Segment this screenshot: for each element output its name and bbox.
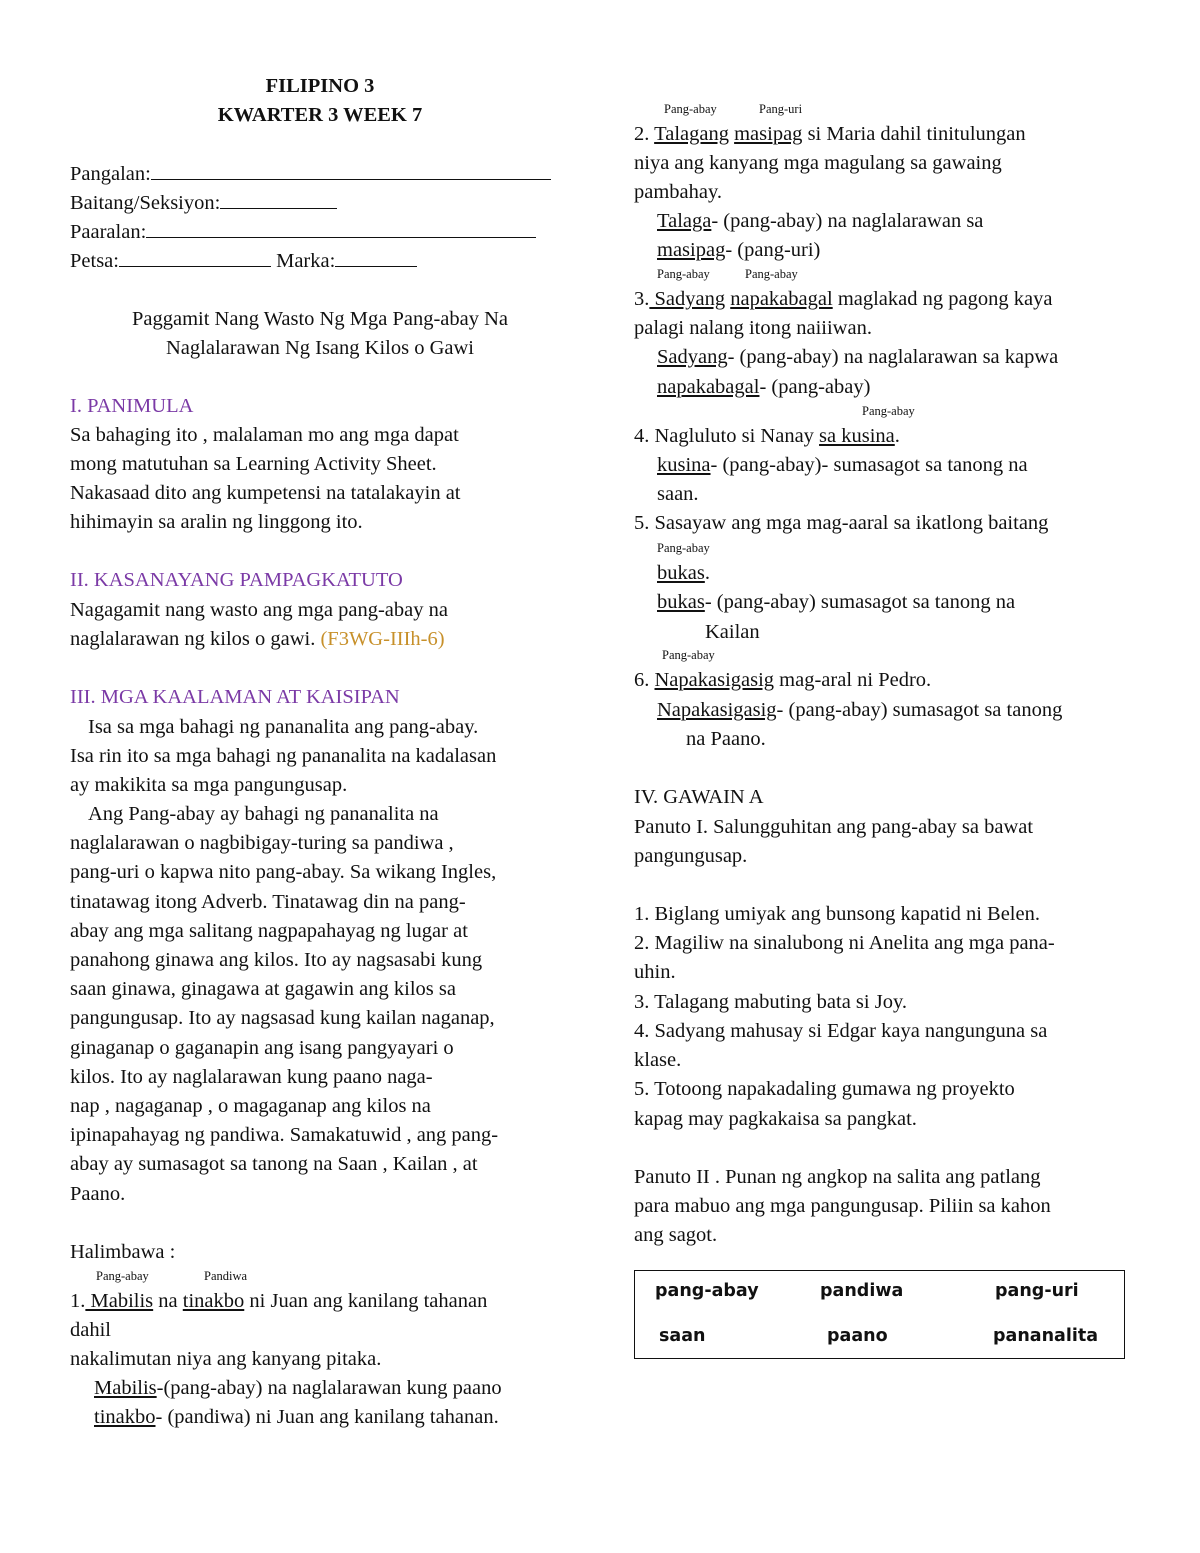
- example2-word-adverb: Talagang: [654, 123, 729, 145]
- example4-end: .: [894, 425, 900, 447]
- section-heading-panimula: I. PANIMULA: [70, 395, 194, 417]
- kaalaman-line: naglalarawan o nagbibigay-turing sa pandiwa ,: [70, 832, 454, 854]
- word-choice: saan: [659, 1326, 706, 1346]
- panuto2-line: para mabuo ang mga pangungusap. Piliin sa kahon: [634, 1195, 1051, 1217]
- example1-continuation: dahil: [70, 1319, 111, 1341]
- exercise-item: uhin.: [634, 961, 676, 983]
- example5-continuation: Kailan: [705, 621, 760, 643]
- example5-explained-word: bukas: [657, 591, 705, 613]
- section-heading-kasanayan: II. KASANAYANG PAMPAGKATUTO: [70, 569, 403, 591]
- example6-text: mag-aral ni Pedro.: [774, 669, 932, 691]
- example1-explanation-text: -(pang-abay) na naglalarawan kung paano: [156, 1377, 502, 1399]
- example1-number: 1.: [70, 1290, 86, 1312]
- example3-sentence: [634, 285, 1052, 314]
- example2-explanation: [657, 236, 820, 265]
- example4-text: 4. Nagluluto si Nanay: [634, 425, 820, 447]
- example3-explanation: [657, 343, 1058, 372]
- subject-title: FILIPINO 3: [265, 75, 375, 97]
- panuto1-line: pangungusap.: [634, 845, 748, 867]
- kaalaman-line: tinatawag itong Adverb. Tinatawag din na pang-: [70, 891, 466, 913]
- word-choice: pang-abay: [655, 1281, 759, 1301]
- example2-explanation-text: - (pang-abay) na naglalarawan sa: [711, 210, 984, 232]
- example4-explanation: [657, 451, 1028, 480]
- example4-sentence: [634, 422, 900, 451]
- date-blank[interactable]: [119, 248, 271, 267]
- exercise-item: 3. Talagang mabuting bata si Joy.: [634, 991, 907, 1013]
- exercise-item: klase.: [634, 1049, 682, 1071]
- lesson-title-line1: Paggamit Nang Wasto Ng Mga Pang-abay Na: [131, 308, 508, 330]
- grade-section-label: Baitang/Seksiyon:: [70, 192, 221, 214]
- example2-number: 2.: [634, 123, 655, 145]
- kaalaman-line: Ang Pang-abay ay bahagi ng pananalita na: [88, 803, 439, 825]
- kaalaman-line: saan ginawa, ginagawa at gagawin ang kilos sa: [70, 978, 456, 1000]
- competency-code: (F3WG-IIIh-6): [320, 628, 445, 650]
- example1-tag-pandiwa: Pandiwa: [204, 1269, 248, 1283]
- example1-text: na: [153, 1290, 183, 1312]
- exercise-item: 2. Magiliw na sinalubong ni Anelita ang mga pana-: [634, 932, 1055, 954]
- section-heading-gawain: IV. GAWAIN A: [634, 786, 764, 808]
- score-label: Marka:: [276, 250, 336, 272]
- kasanayan-line: Nagagamit nang wasto ang mga pang-abay na: [70, 599, 448, 621]
- section-heading-kaalaman: III. MGA KAALAMAN AT KAISIPAN: [70, 686, 400, 708]
- example1-explained-word: Mabilis: [94, 1377, 157, 1399]
- example6-continuation: na Paano.: [686, 728, 766, 750]
- example3-explanation-text: - (pang-abay): [759, 376, 871, 398]
- example6-explained-word: Napakasigasig: [657, 699, 777, 721]
- example4-tag-pangabay: Pang-abay: [862, 404, 915, 418]
- example4-explanation-text: - (pang-abay)- sumasagot sa tanong na: [710, 454, 1028, 476]
- word-choice: pananalita: [993, 1326, 1099, 1346]
- kaalaman-line: ginaganap o gaganapin ang isang pangyayari o: [70, 1037, 454, 1059]
- example2-word-adjective: masipag: [734, 123, 803, 145]
- panimula-line: Nakasaad dito ang kumpetensi na tatalakayin at: [70, 482, 461, 504]
- example4-continuation: saan.: [657, 483, 699, 505]
- example6-word-adverb: Napakasigasig: [654, 669, 775, 691]
- example5-explanation: [657, 588, 1015, 617]
- kaalaman-line: ipinapahayag ng pandiwa. Samakatuwid , ang pang-: [70, 1124, 499, 1146]
- example4-explained-word: kusina: [657, 454, 711, 476]
- grade-section-field[interactable]: [70, 189, 337, 218]
- example3-explained-word: napakabagal: [657, 376, 760, 398]
- example2-sentence: [634, 120, 1026, 149]
- example6-sentence: [634, 666, 931, 695]
- example3-tag-pangabay: Pang-abay: [745, 267, 798, 281]
- example1-sentence: [70, 1287, 487, 1316]
- name-label: Pangalan:: [70, 163, 151, 185]
- word-choice: pandiwa: [820, 1281, 904, 1301]
- example3-number: 3.: [634, 288, 650, 310]
- example1-explanation-text: - (pandiwa) ni Juan ang kanilang tahanan.: [155, 1406, 499, 1428]
- example2-explained-word: Talaga: [657, 210, 712, 232]
- example5-tag-pangabay: Pang-abay: [657, 541, 710, 555]
- example2-tag-pangabay: Pang-abay: [664, 102, 717, 116]
- example2-text: si Maria dahil tinitulungan: [802, 123, 1026, 145]
- kasanayan-text: naglalarawan ng kilos o gawi.: [70, 628, 316, 650]
- example1-explanation: [94, 1374, 502, 1403]
- example2-continuation: pambahay.: [634, 181, 723, 203]
- example3-text: maglakad ng pagong kaya: [832, 288, 1053, 310]
- kaalaman-line: pang-uri o kapwa nito pang-abay. Sa wikang Ingles,: [70, 861, 497, 883]
- example1-word-adverb: Mabilis: [85, 1290, 154, 1312]
- example5-sentence: 5. Sasayaw ang mga mag-aaral sa ikatlong baitang: [634, 512, 1049, 534]
- example3-tag-pangabay: Pang-abay: [657, 267, 710, 281]
- date-score-field[interactable]: [70, 247, 417, 276]
- kaalaman-line: ay makikita sa mga pangungusap.: [70, 774, 348, 796]
- word-choice-box: [634, 1270, 1125, 1359]
- exercise-item: 1. Biglang umiyak ang bunsong kapatid ni Belen.: [634, 903, 1040, 925]
- score-blank[interactable]: [335, 248, 417, 267]
- example1-tag-pangabay: Pang-abay: [96, 1269, 149, 1283]
- exercise-item: 5. Totoong napakadaling gumawa ng proyekto: [634, 1078, 1015, 1100]
- school-field[interactable]: [70, 218, 536, 247]
- school-blank[interactable]: [146, 219, 536, 238]
- example6-tag-pangabay: Pang-abay: [662, 648, 715, 662]
- quarter-week-title: KWARTER 3 WEEK 7: [217, 104, 423, 126]
- example2-tag-panguri: Pang-uri: [759, 102, 803, 116]
- example2-explanation: [657, 207, 983, 236]
- example3-word-adverb: Sadyang: [649, 288, 726, 310]
- school-label: Paaralan:: [70, 221, 147, 243]
- example3-word-adverb: napakabagal: [730, 288, 833, 310]
- example1-continuation: nakalimutan niya ang kanyang pitaka.: [70, 1348, 382, 1370]
- grade-section-blank[interactable]: [220, 190, 337, 209]
- example3-explanation-text: - (pang-abay) na naglalarawan sa kapwa: [727, 346, 1059, 368]
- kaalaman-line: abay ang mga salitang nagpapahayag ng lugar at: [70, 920, 468, 942]
- kaalaman-line: Paano.: [70, 1183, 126, 1205]
- exercise-item: 4. Sadyang mahusay si Edgar kaya nangunguna sa: [634, 1020, 1048, 1042]
- word-choice: pang-uri: [995, 1281, 1079, 1301]
- panimula-line: Sa bahaging ito , malalaman mo ang mga dapat: [70, 424, 459, 446]
- kaalaman-line: nap , nagaganap , o magaganap ang kilos na: [70, 1095, 431, 1117]
- example1-explanation: [94, 1403, 499, 1432]
- example2-explained-word: masipag: [657, 239, 726, 261]
- example2-explanation-text: - (pang-uri): [725, 239, 821, 261]
- example6-number: 6.: [634, 669, 655, 691]
- kaalaman-line: Isa rin ito sa mga bahagi ng pananalita na kadalasan: [70, 745, 497, 767]
- lesson-title-line2: Naglalarawan Ng Isang Kilos o Gawi: [166, 337, 474, 359]
- kaalaman-line: panahong ginawa ang kilos. Ito ay nagsasabi kung: [70, 949, 483, 971]
- panimula-line: mong matutuhan sa Learning Activity Sheet.: [70, 453, 437, 475]
- example5-end: .: [704, 562, 710, 584]
- example3-explained-word: Sadyang: [657, 346, 728, 368]
- name-field[interactable]: [70, 160, 551, 189]
- example1-text: ni Juan ang kanilang tahanan: [244, 1290, 488, 1312]
- panuto2-line: Panuto II . Punan ng angkop na salita ang patlang: [634, 1166, 1041, 1188]
- kaalaman-line: kilos. Ito ay naglalarawan kung paano naga-: [70, 1066, 433, 1088]
- example6-explanation: [657, 696, 1062, 725]
- exercise-item: kapag may pagkakaisa sa pangkat.: [634, 1108, 917, 1130]
- example3-continuation: palagi nalang itong naiiiwan.: [634, 317, 872, 339]
- panuto1-line: Panuto I. Salungguhitan ang pang-abay sa bawat: [634, 816, 1034, 838]
- example5-explanation-text: - (pang-abay) sumasagot sa tanong na: [704, 591, 1016, 613]
- kasanayan-line: [70, 625, 445, 654]
- kaalaman-line: Isa sa mga bahagi ng pananalita ang pang-abay.: [88, 716, 479, 738]
- kaalaman-line: abay ay sumasagot sa tanong na Saan , Kailan , at: [70, 1153, 478, 1175]
- panimula-line: hihimayin sa aralin ng linggong ito.: [70, 511, 363, 533]
- panuto2-line: ang sagot.: [634, 1224, 718, 1246]
- kaalaman-line: pangungusap. Ito ay nagsasad kung kailan naganap,: [70, 1007, 495, 1029]
- example-label: Halimbawa :: [70, 1241, 176, 1263]
- name-blank[interactable]: [151, 161, 551, 180]
- example1-explained-word: tinakbo: [94, 1406, 156, 1428]
- example1-word-verb: tinakbo: [182, 1290, 245, 1312]
- date-label: Petsa:: [70, 250, 119, 272]
- example5-word-adverb: bukas: [657, 562, 705, 584]
- example5-adverb-line: [657, 559, 710, 588]
- example6-explanation-text: - (pang-abay) sumasagot sa tanong: [776, 699, 1063, 721]
- word-choice: paano: [827, 1326, 888, 1346]
- example3-explanation: [657, 373, 870, 402]
- example2-continuation: niya ang kanyang mga magulang sa gawaing: [634, 152, 1002, 174]
- example4-word-adverb: sa kusina: [819, 425, 895, 447]
